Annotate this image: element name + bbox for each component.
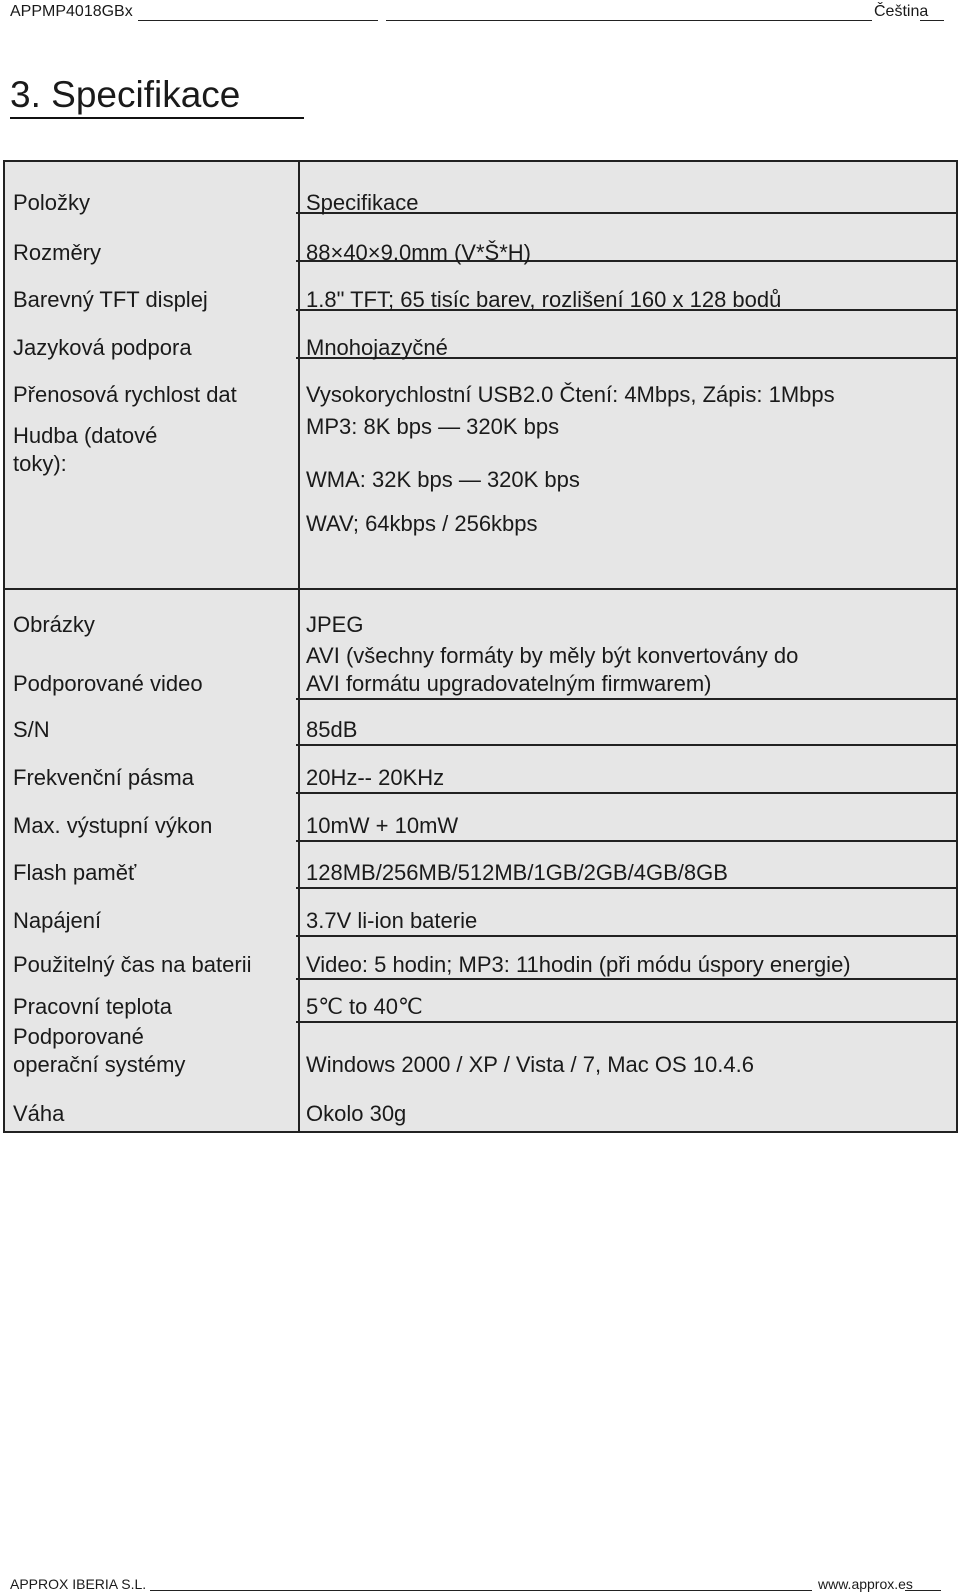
spec-value-dimensions: 88×40×9.0mm (V*Š*H) [306, 240, 531, 265]
spec-label-os-line1: Podporované [13, 1024, 144, 1049]
column-divider [298, 162, 300, 588]
spec-label-signal-noise: S/N [13, 717, 50, 742]
spec-value-signal-noise: 85dB [306, 717, 358, 742]
row-divider [296, 744, 956, 746]
spec-value-music-wav: WAV; 64kbps / 256kbps [306, 511, 538, 536]
row-divider [296, 1021, 956, 1023]
spec-label-battery-life: Použitelný čas na baterii [13, 952, 252, 977]
spec-label-dimensions: Rozměry [13, 240, 102, 265]
spec-value-music-mp3: MP3: 8K bps — 320K bps [306, 414, 560, 439]
header-rule-right [386, 20, 872, 21]
spec-value-video-line1: AVI (všechny formáty by měly být konvertovány do [306, 643, 799, 668]
spec-value-language: Mnohojazyčné [306, 335, 448, 360]
spec-value-music-wma: WMA: 32K bps — 320K bps [306, 467, 580, 492]
spec-label-display: Barevný TFT displej [13, 287, 208, 312]
row-divider [296, 935, 956, 937]
spec-value-os: Windows 2000 / XP / Vista / 7, Mac OS 10.4.6 [306, 1052, 754, 1077]
spec-label-language: Jazyková podpora [13, 335, 192, 360]
spec-label-music-line1: Hudba (datové [13, 423, 158, 448]
column-divider [298, 590, 300, 1131]
spec-table-section-2 [3, 588, 958, 1133]
spec-value-weight: Okolo 30g [306, 1101, 407, 1126]
header-rule-left [138, 20, 378, 21]
header-rule-end [920, 20, 944, 21]
spec-value-transfer-rate: Vysokorychlostní USB2.0 Čtení: 4Mbps, Zápis: 1Mbps [306, 382, 835, 407]
spec-value-flash-memory: 128MB/256MB/512MB/1GB/2GB/4GB/8GB [306, 860, 728, 885]
title-underline [10, 117, 304, 119]
spec-value-output-power: 10mW + 10mW [306, 813, 459, 838]
row-divider [296, 840, 956, 842]
spec-label-video: Podporované video [13, 671, 203, 696]
spec-table-section-1 [3, 160, 958, 590]
footer-website: www.approx.es [818, 1576, 913, 1592]
spec-label-power-supply: Napájení [13, 908, 102, 933]
spec-value-images: JPEG [306, 612, 364, 637]
page-title: 3. Specifikace [10, 74, 241, 115]
spec-value-items: Specifikace [306, 190, 419, 215]
spec-label-music-line2: toky): [13, 451, 67, 476]
document-model-code: APPMP4018GBx [10, 3, 133, 20]
footer-rule-end [905, 1590, 941, 1591]
spec-label-items: Položky [13, 190, 91, 215]
spec-label-operating-temp: Pracovní teplota [13, 994, 172, 1019]
spec-value-power-supply: 3.7V li-ion baterie [306, 908, 478, 933]
row-divider [296, 698, 956, 700]
footer-rule [150, 1590, 812, 1591]
spec-label-flash-memory: Flash paměť [13, 860, 137, 885]
row-divider [296, 792, 956, 794]
spec-value-video-line2: AVI formátu upgradovatelným firmwarem) [306, 671, 712, 696]
footer-company: APPROX IBERIA S.L. [10, 1576, 147, 1592]
spec-label-frequency: Frekvenční pásma [13, 765, 194, 790]
spec-value-display: 1.8" TFT; 65 tisíc barev, rozlišení 160 x 128 bodů [306, 287, 782, 312]
row-divider [296, 887, 956, 889]
spec-value-battery-life: Video: 5 hodin; MP3: 11hodin (při módu úspory energie) [306, 952, 851, 977]
spec-label-images: Obrázky [13, 612, 95, 637]
spec-value-operating-temp: 5℃ to 40℃ [306, 994, 423, 1019]
row-divider [296, 978, 956, 980]
spec-label-transfer-rate: Přenosová rychlost dat [13, 382, 237, 407]
document-language: Čeština [874, 3, 929, 20]
spec-value-frequency: 20Hz-- 20KHz [306, 765, 445, 790]
spec-label-weight: Váha [13, 1101, 65, 1126]
spec-label-os-line2: operační systémy [13, 1052, 186, 1077]
spec-label-output-power: Max. výstupní výkon [13, 813, 213, 838]
